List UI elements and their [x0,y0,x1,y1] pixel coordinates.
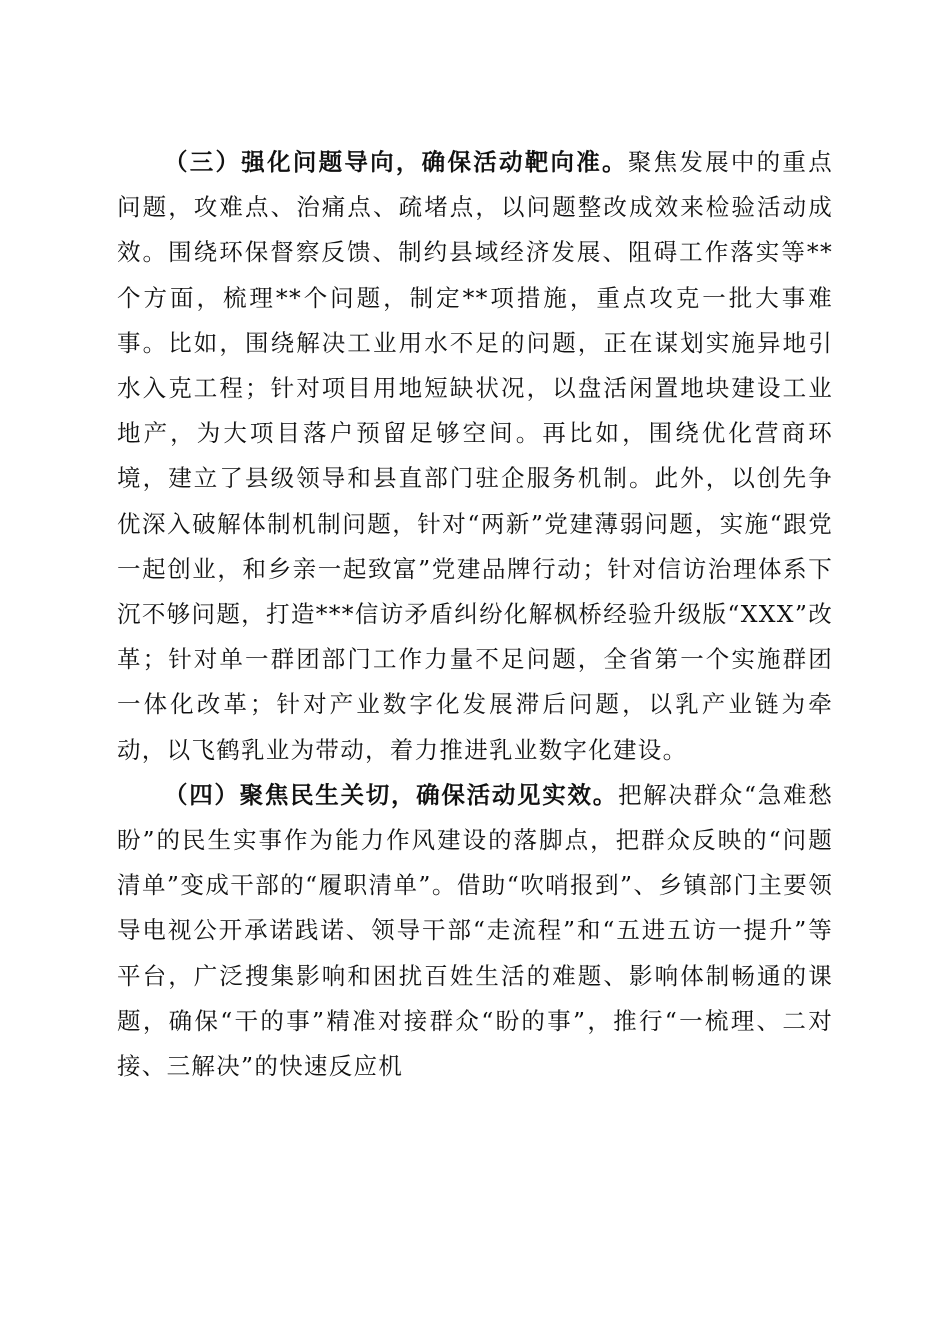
document-body [117,140,833,1089]
paragraph-four [117,773,833,1089]
paragraph-four-body: 把解决群众“急难愁盼”的民生实事作为能力作风建设的落脚点，把群众反映的“问题清单”变成干部的“履职清单”。借助“吹哨报到”、乡镇部门主要领导电视公开承诺践诺、领导干部“走流程”和“五进五访一提升”等平台，广泛搜集影响和困扰百姓生活的难题、影响体制畅通的课题，确保“干的事”精准对接群众“盼的事”，推行“一梳理、二对接、三解决”的快速反应机 [117,780,833,1081]
paragraph-three-heading: （三）强化问题导向，确保活动靶向准。 [164,148,628,176]
paragraph-four-heading: （四）聚焦民生关切，确保活动见实效。 [164,780,618,809]
paragraph-three [117,140,833,773]
paragraph-three-body: 聚焦发展中的重点问题，攻难点、治痛点、疏堵点，以问题整改成效来检验活动成效。围绕环保督察反馈、制约县域经济发展、阻碍工作落实等**个方面，梳理**个问题，制定**项措施，重点攻克一批大事难事。比如，围绕解决工业用水不足的问题，正在谋划实施异地引水入克工程；针对项目用地短缺状况，以盘活闲置地块建设工业地产，为大项目落户预留足够空间。再比如，围绕优化营商环境，建立了县级领导和县直部门驻企服务机制。此外，以创先争优深入破解体制机制问题，针对“两新”党建薄弱问题，实施“跟党一起创业，和乡亲一起致富”党建品牌行动；针对信访治理体系下沉不够问题，打造***信访矛盾纠纷化解枫桥经验升级版“XXX”改革；针对单一群团部门工作力量不足问题，全省第一个实施群团一体化改革；针对产业数字化发展滞后问题，以乳产业链为牵动，以飞鹤乳业为带动，着力推进乳业数字化建设。 [117,148,834,764]
